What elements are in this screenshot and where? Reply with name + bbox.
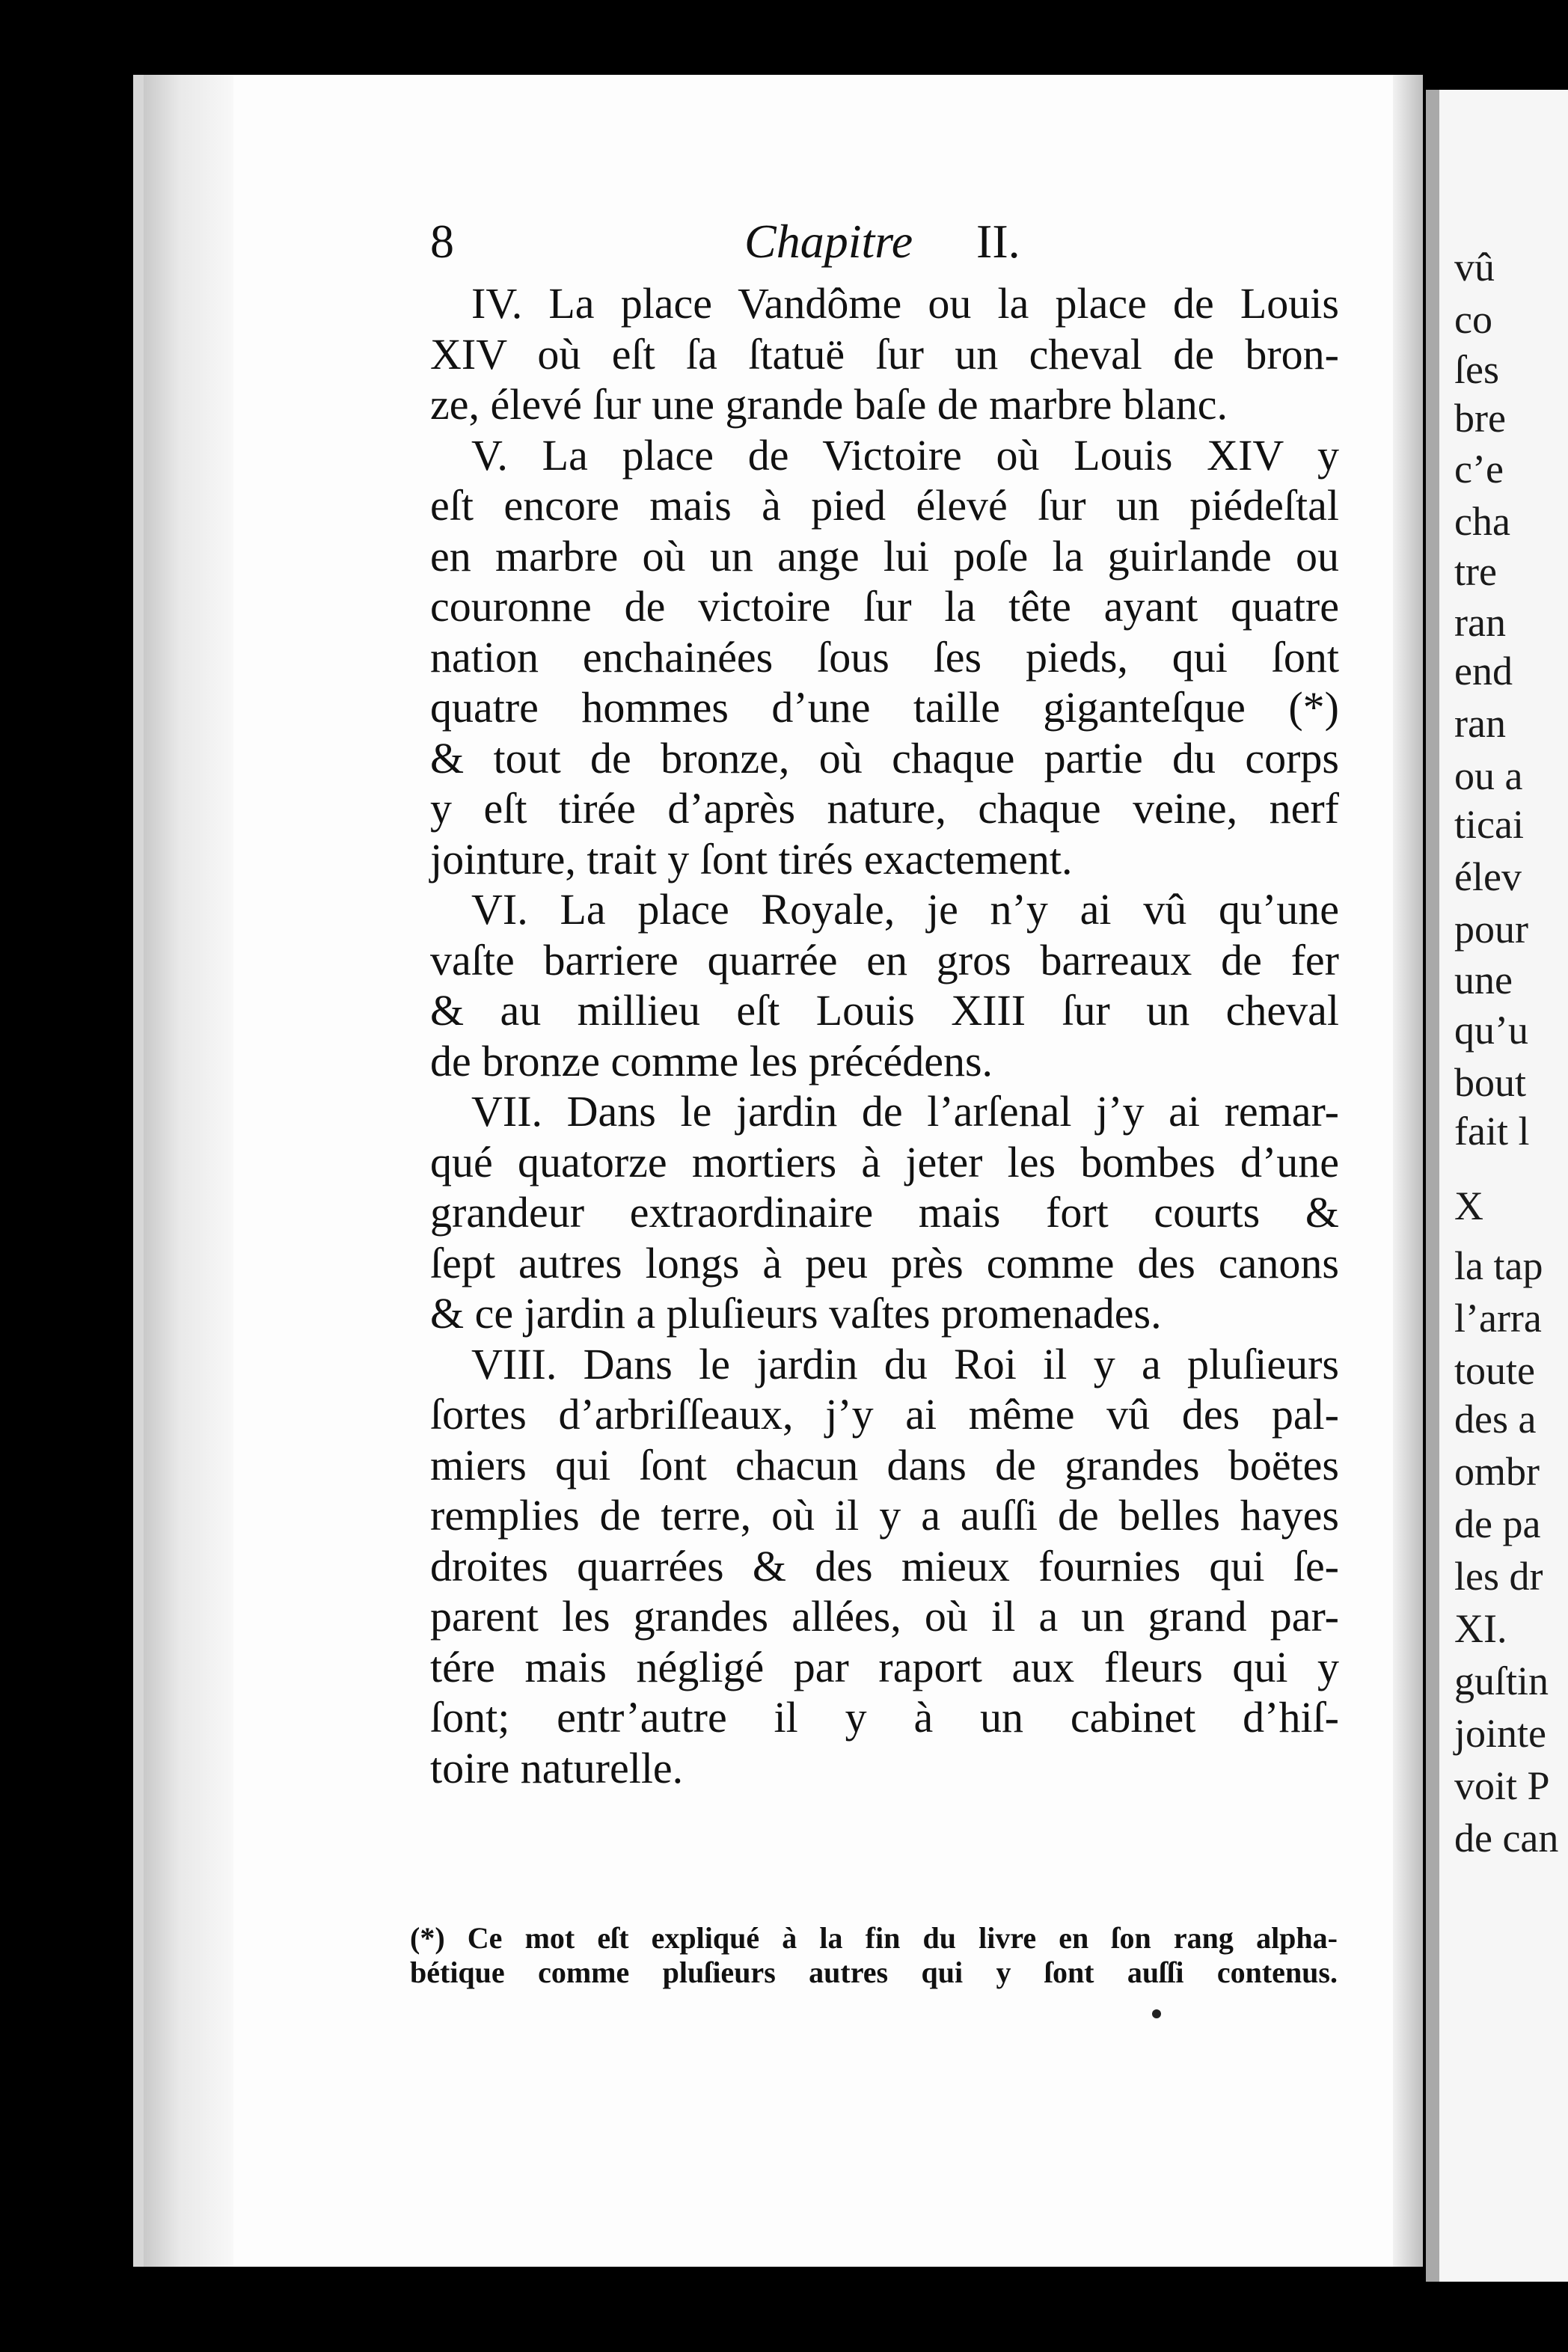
chapter-number: II. <box>976 215 1020 268</box>
facing-text-fragment: guſtin <box>1454 1659 1549 1703</box>
facing-text-fragment: ombr <box>1454 1449 1540 1494</box>
text-line: miers qui ſont chacun dans de grandes boëtes <box>430 1440 1339 1489</box>
facing-text-fragment: jointe <box>1454 1711 1546 1756</box>
facing-text-fragment: de can <box>1454 1816 1559 1861</box>
facing-text-fragment: co <box>1454 297 1492 342</box>
footnote-line: bétique comme pluſieurs autres qui y ſont auſſi contenus. <box>410 1956 1338 1989</box>
facing-text-fragment: les dr <box>1454 1554 1543 1599</box>
text-line: de bronze comme les précédens. <box>430 1036 993 1085</box>
facing-text-fragment: vû <box>1454 245 1495 290</box>
facing-text-fragment: de pa <box>1454 1501 1541 1546</box>
text-line: y eſt tirée d’après nature, chaque veine, nerf <box>430 784 1339 833</box>
page-edge-shadow <box>1393 75 1423 2267</box>
text-line: ſept autres longs à peu près comme des canons <box>430 1238 1339 1287</box>
text-line: & tout de bronze, où chaque partie du corps <box>430 733 1339 783</box>
facing-text-fragment: la tap <box>1454 1243 1543 1288</box>
text-line: jointure, trait y ſont tirés exactement. <box>430 834 1073 883</box>
facing-text-fragment: end <box>1454 649 1513 693</box>
text-line: ſortes d’arbriſſeaux, j’y ai même vû des pal- <box>430 1390 1339 1439</box>
facing-text-fragment: toute <box>1454 1348 1535 1393</box>
facing-text-fragment: tre <box>1454 549 1497 594</box>
text-line: parent les grandes allées, où il a un grand par- <box>430 1592 1339 1641</box>
facing-text-fragment: XI. <box>1454 1606 1507 1651</box>
footnote <box>410 1921 1338 1990</box>
text-line: couronne de victoire ſur la tête ayant quatre <box>430 582 1339 631</box>
facing-text-fragment: ran <box>1454 600 1506 645</box>
text-line: VI. La place Royale, je n’y ai vû qu’une <box>471 885 1339 934</box>
text-line: droites quarrées & des mieux fournies qui ſe- <box>430 1541 1339 1590</box>
facing-text-fragment: qu’u <box>1454 1008 1528 1053</box>
text-line: VIII. Dans le jardin du Roi il y a pluſieurs <box>471 1339 1339 1388</box>
text-line: toire naturelle. <box>430 1743 684 1792</box>
footnote-line: (*) Ce mot eſt expliqué à la fin du livre en ſon rang alpha- <box>410 1921 1338 1955</box>
facing-text-fragment: des a <box>1454 1397 1537 1442</box>
text-line: ze, élevé ſur une grande baſe de marbre blanc. <box>430 380 1228 429</box>
facing-text-fragment: ſes <box>1454 347 1499 392</box>
text-line: & ce jardin a pluſieurs vaſtes promenades. <box>430 1289 1162 1338</box>
facing-text-fragment: X <box>1454 1183 1483 1228</box>
text-line: vaſte barriere quarrée en gros barreaux de fer <box>430 935 1339 984</box>
text-line: & au millieu eſt Louis XIII ſur un cheval <box>430 986 1339 1035</box>
facing-text-fragment: une <box>1454 958 1513 1002</box>
page-number: 8 <box>430 215 454 268</box>
facing-text-fragment: bre <box>1454 396 1506 441</box>
facing-text-fragment: pour <box>1454 907 1528 952</box>
facing-text-fragment: ran <box>1454 701 1506 746</box>
text-line: eſt encore mais à pied élevé ſur un piédeſtal <box>430 481 1339 530</box>
text-line: ſont; entr’autre il y à un cabinet d’hiſ- <box>430 1693 1339 1742</box>
facing-text-fragment: élev <box>1454 854 1522 899</box>
facing-text-fragment: fait l <box>1454 1109 1530 1154</box>
text-line: tére mais négligé par raport aux fleurs qui y <box>430 1642 1339 1691</box>
text-line: qué quatorze mortiers à jeter les bombes d’une <box>430 1137 1339 1186</box>
text-line: nation enchainées ſous ſes pieds, qui ſont <box>430 632 1339 682</box>
facing-text-fragment: cha <box>1454 499 1510 544</box>
page-binding-shadow <box>144 75 233 2267</box>
facing-text-fragment: voit P <box>1454 1763 1550 1808</box>
page-body-text <box>430 278 1339 1793</box>
text-line: quatre hommes d’une taille giganteſque (*) <box>430 683 1339 732</box>
text-line: en marbre où un ange lui poſe la guirlande ou <box>430 531 1339 581</box>
text-line: XIV où eſt ſa ſtatuë ſur un cheval de bron- <box>430 329 1339 379</box>
facing-book-page <box>1426 90 1568 2282</box>
facing-text-fragment: ou a <box>1454 753 1523 798</box>
text-line: VII. Dans le jardin de l’arſenal j’y ai remar- <box>471 1087 1339 1136</box>
text-line: grandeur extraordinaire mais fort courts & <box>430 1188 1339 1237</box>
facing-text-fragment: bout <box>1454 1060 1527 1105</box>
facing-text-fragment: c’e <box>1454 447 1504 491</box>
text-line: remplies de terre, où il y a auſſi de belles hayes <box>430 1491 1339 1540</box>
running-title: Chapitre <box>744 215 913 268</box>
facing-text-fragment: l’arra <box>1454 1296 1542 1341</box>
text-line: IV. La place Vandôme ou la place de Louis <box>471 279 1339 328</box>
running-header <box>430 214 1433 274</box>
facing-text-fragment: ticai <box>1454 802 1524 847</box>
ink-speck <box>1152 2009 1161 2018</box>
text-line: V. La place de Victoire où Louis XIV y <box>471 430 1339 480</box>
